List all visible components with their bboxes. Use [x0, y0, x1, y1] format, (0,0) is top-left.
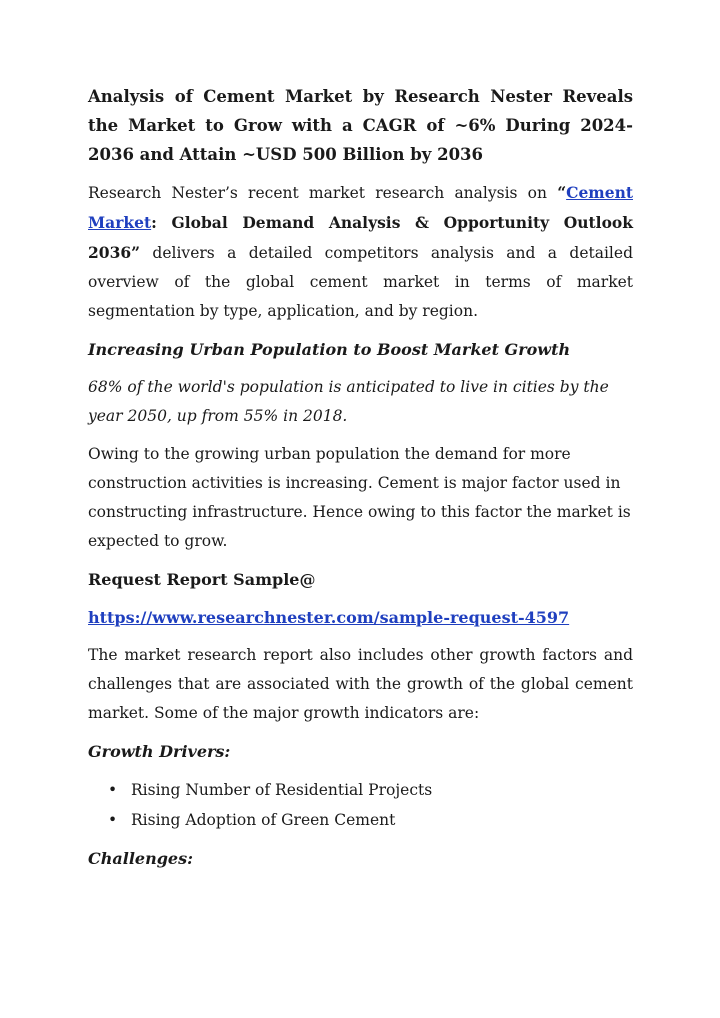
list-item-text: Rising Adoption of Green Cement	[131, 811, 396, 829]
growth-intro-paragraph: The market research report also includes other growth factors and challenges that are associated with the growth of the global cement market. Some of the major growth indicators are:	[88, 646, 633, 722]
cement-market-link[interactable]: Cement Market	[88, 183, 633, 232]
urban-population-heading: Increasing Urban Population to Boost Market Growth	[88, 340, 571, 359]
intro-report-name: : Global Demand Analysis & Opportunity Outlook 2036”	[88, 213, 633, 262]
intro-open-quote: “	[557, 183, 567, 202]
list-item	[108, 775, 633, 805]
request-sample-label: Request Report Sample@	[88, 570, 316, 589]
intro-suffix: delivers a detailed competitors analysis and a detailed overview of the global cement market in terms of market segmentation by type, application, and by region.	[88, 244, 633, 320]
request-sample-link[interactable]: https://www.researchnester.com/sample-request-4597	[88, 608, 570, 627]
challenges-heading: Challenges:	[88, 849, 193, 868]
intro-prefix: Research Nester’s recent market research analysis on	[88, 184, 558, 202]
urban-population-body: Owing to the growing urban population the demand for more construction activities is increasing. Cement is major factor used in constructing infrastructure. Hence owing to this factor the market is expected to grow.	[88, 445, 631, 550]
list-item-text: Rising Number of Residential Projects	[131, 781, 433, 799]
bullet-icon: •	[108, 811, 118, 829]
document-page	[88, 82, 633, 882]
document-title: Analysis of Cement Market by Research Nester Reveals the Market to Grow with a CAGR of ~6% During 2024-2036 and Attain ~USD 500 Billion by 2036	[88, 87, 633, 164]
growth-drivers-heading: Growth Drivers:	[88, 742, 231, 761]
growth-drivers-list	[88, 775, 633, 835]
urban-population-stat: 68% of the world's population is anticipated to live in cities by the year 2050, up from 55% in 2018.	[88, 378, 609, 425]
bullet-icon: •	[108, 781, 118, 799]
list-item	[108, 805, 633, 835]
request-sample-url-line	[88, 603, 633, 632]
intro-paragraph	[88, 178, 633, 326]
